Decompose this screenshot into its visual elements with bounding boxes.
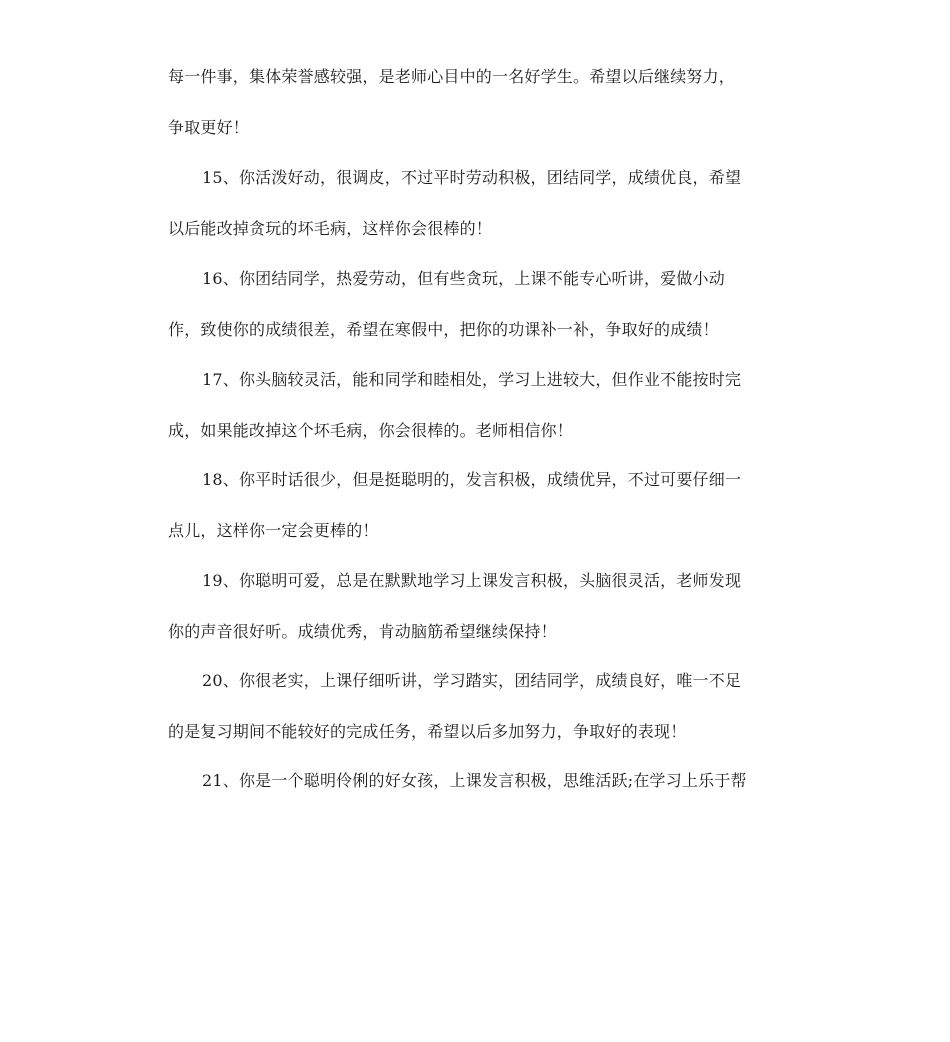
paragraph-item-18	[168, 455, 788, 556]
paragraph-line: 争取更好！	[168, 117, 250, 137]
paragraph-line: 17、你头脑较灵活，能和同学和睦相处，学习上进较大，但作业不能按时完	[202, 370, 742, 389]
paragraph-line: 的是复习期间不能较好的完成任务，希望以后多加努力，争取好的表现！	[168, 721, 687, 741]
paragraph-line: 每一件事，集体荣誉感较强，是老师心目中的一名好学生。希望以后继续努力，	[168, 67, 736, 86]
paragraph-line: 18、你平时话很少，但是挺聪明的，发言积极，成绩优异，不过可要仔细一	[202, 470, 742, 489]
paragraph-line: 20、你很老实，上课仔细听讲，学习踏实，团结同学，成绩良好，唯一不足	[202, 671, 742, 690]
paragraph-item-20	[168, 656, 788, 757]
paragraph-line: 21、你是一个聪明伶俐的好女孩，上课发言积极，思维活跃;在学习上乐于帮	[202, 771, 747, 790]
paragraph-line: 成，如果能改掉这个坏毛病，你会很棒的。老师相信你！	[168, 420, 574, 440]
paragraph-line: 点儿，这样你一定会更棒的！	[168, 520, 379, 540]
paragraph-continuation	[168, 52, 788, 153]
paragraph-line: 16、你团结同学，热爱劳动，但有些贪玩，上课不能专心听讲，爱做小动	[202, 269, 725, 288]
paragraph-line: 19、你聪明可爱，总是在默默地学习上课发言积极，头脑很灵活，老师发现	[202, 571, 742, 590]
paragraph-item-17	[168, 355, 788, 456]
paragraph-line: 你的声音很好听。成绩优秀，肯动脑筋希望继续保持！	[168, 621, 557, 641]
paragraph-item-19	[168, 556, 788, 657]
paragraph-item-16	[168, 254, 788, 355]
paragraph-line: 15、你活泼好动，很调皮，不过平时劳动积极，团结同学，成绩优良，希望	[202, 168, 742, 187]
paragraph-item-21	[168, 756, 788, 807]
paragraph-line: 以后能改掉贪玩的坏毛病，这样你会很棒的！	[168, 218, 493, 238]
paragraph-item-15	[168, 153, 788, 254]
paragraph-line: 作，致使你的成绩很差，希望在寒假中，把你的功课补一补，争取好的成绩！	[168, 319, 719, 339]
